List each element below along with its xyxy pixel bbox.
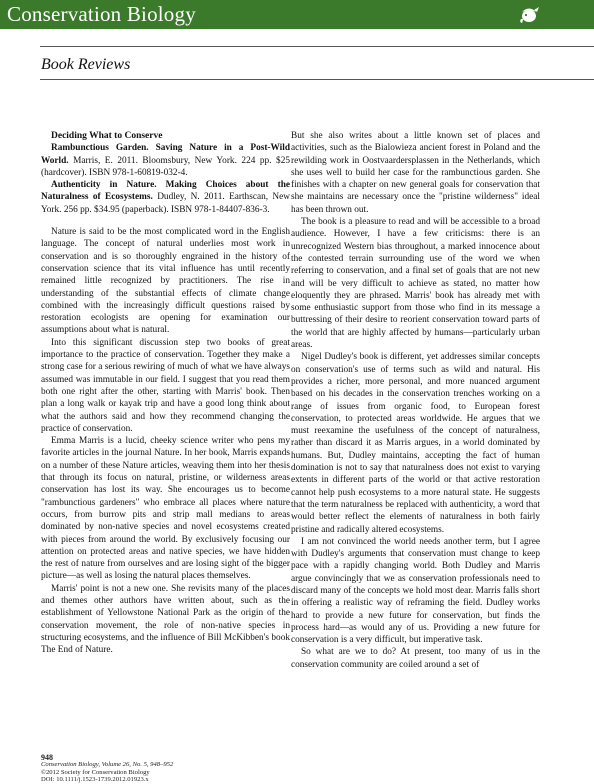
journal-title: Conservation Biology: [7, 2, 196, 26]
book-details-2: Dudley, N. 2011. Earthscan, New York. 256 pp. $34.95 (paperback). ISBN 978-1-84407-836-3.: [41, 192, 290, 215]
body-paragraph: So what are we to do? At present, too many of us in the conservation community are coiled around a set of: [291, 647, 540, 670]
body-paragraph: The book is a pleasure to read and will be accessible to a broad audience. However, I have a few criticisms: there is an unrecognized Western bias throughout, a marked innocence about the contested terrain surrounding use of the word we when referring to conservation, and a final set of goals that are not new and will be very difficult to achieve as stated, no matter how eloquently they are phrased. Marris' book has already met with some enthusiastic support from those who find in its message a buttressing of their desire to reorient conservation toward parts of the world that are highly affected by humans—particularly urban areas.: [291, 217, 540, 351]
doi: DOI: 10.1111/j.1523-1739.2012.01923.x: [41, 776, 149, 784]
body-paragraph: Emma Marris is a lucid, cheeky science writer who pens my favorite articles in the journal Nature. In her book, Marris expands on a number of these Nature articles, weaving them into her thesis that through its focus on natural, pristine, or wilderness areas conservation has lost its way. She encourages us to become "rambunctious gardeners" who embrace all places where nature occurs, from burrow pits and strip mall medians to areas dominated by non-native species and novel ecosystems created with pieces from around the world. By exclusively focusing our attention on protected areas and native species, we have hidden the rest of nature from ourselves and are losing sight of the bigger picture—as well as losing the natural places themselves.: [41, 436, 290, 582]
book-title-2: Authenticity in Nature. Making Choices about the Naturalness of Ecosystems.: [41, 180, 290, 203]
body-paragraph: Into this significant discussion step two books of great importance to the practice of conservation. Together they make a strong case for a serious rewiring of much of what we have always assumed was immutable in our field. I suggest that you read them both one right after the other, starting with Marris' book. Then plan a long walk or kayak trip and have a good long think about what the authors said and how they recommend changing the practice of conservation.: [41, 337, 290, 434]
journal-header-bar: [0, 0, 594, 29]
body-paragraph: But she also writes about a little known set of places and activities, such as the Bialowieza ancient forest in Poland and the rewilding work in Oostvaardersplassen in the Netherlands, which she uses well to build her case for the rambunctious garden. She finishes with a chapter on new general goals for conservation that she maintains are necessary once the "pristine wilderness" ideal has been thrown out.: [291, 131, 540, 215]
right-column: [291, 130, 540, 671]
body-paragraph: Nature is said to be the most complicated word in the English language. The concept of natural underlies most work in conservation and is so thoroughly engrained in the history of conservation science that its vital influence has until recently remained little recognized by practitioners. The rise in understanding of the substantial effects of climate change combined with the increasingly difficult questions raised by restoration ecologists are opening for examination our assumptions about what is natural.: [41, 227, 290, 336]
body-paragraph: Nigel Dudley's book is different, yet addresses similar concepts on conservation's use of terms such as wild and natural. His provides a richer, more personal, and more nuanced argument based on his decades in the conservation trenches working on a range of issues from organic food, to European forest conservation, to protected areas worldwide. He argues that we must reexamine the usefulness of the concept of naturalness, rather than discard it as Marris argues, in a world dominated by humans. But, Dudley maintains, accepting the fact of human domination is not to say that naturalness does not exist to varying extents in different parts of the world or that active restoration cannot help push ecosystems to a more natural state. He suggests that the term naturalness be replaced with authenticity, a word that would better reflect the elements of naturalness in both fairly pristine and radically altered ecosystems.: [291, 352, 540, 535]
bird-leaf-icon: [517, 3, 541, 25]
page-number: 948: [41, 753, 53, 762]
book-entry-1: [41, 142, 290, 179]
book-entry-2: [41, 179, 290, 216]
body-paragraph: Marris' point is not a new one. She revisits many of the places and themes other authors have written about, such as the establishment of Yellowstone National Park as the origin of the conservation movement, the role of non-native species in structuring ecosystems, and the influence of Bill McKibben's book The End of Nature.: [41, 583, 290, 656]
section-divider-bottom: [40, 79, 594, 80]
page-footer: [41, 754, 173, 784]
book-details-1: Marris, E. 2011. Bloomsbury, New York. 224 pp. $25 (hardcover). ISBN 978-1-60819-032-4.: [41, 155, 290, 178]
body-paragraph: I am not convinced the world needs another term, but I agree with Dudley's arguments that conservation must change to keep pace with a rapidly changing world. Both Dudley and Marris argue convincingly that we as conservation professionals need to discard many of the concepts we hold most dear. Marris falls short in offering a realistic way of reframing the field. Dudley works hard to provide a new future for conservation, but finds the process hard—as would any of us. Providing a new future for conservation is a very difficult, but imperative task.: [291, 536, 540, 646]
left-column: [41, 130, 290, 656]
section-divider-top: [40, 46, 594, 47]
citation: Conservation Biology, Volume 26, No. 5, 948–952: [41, 761, 174, 769]
article-heading: Deciding What to Conserve: [51, 131, 163, 141]
book-title-1: Rambunctious Garden. Saving Nature in a Post-Wild World.: [41, 143, 290, 166]
copyright: ©2012 Society for Conservation Biology: [41, 768, 150, 776]
section-title: Book Reviews: [41, 56, 131, 73]
